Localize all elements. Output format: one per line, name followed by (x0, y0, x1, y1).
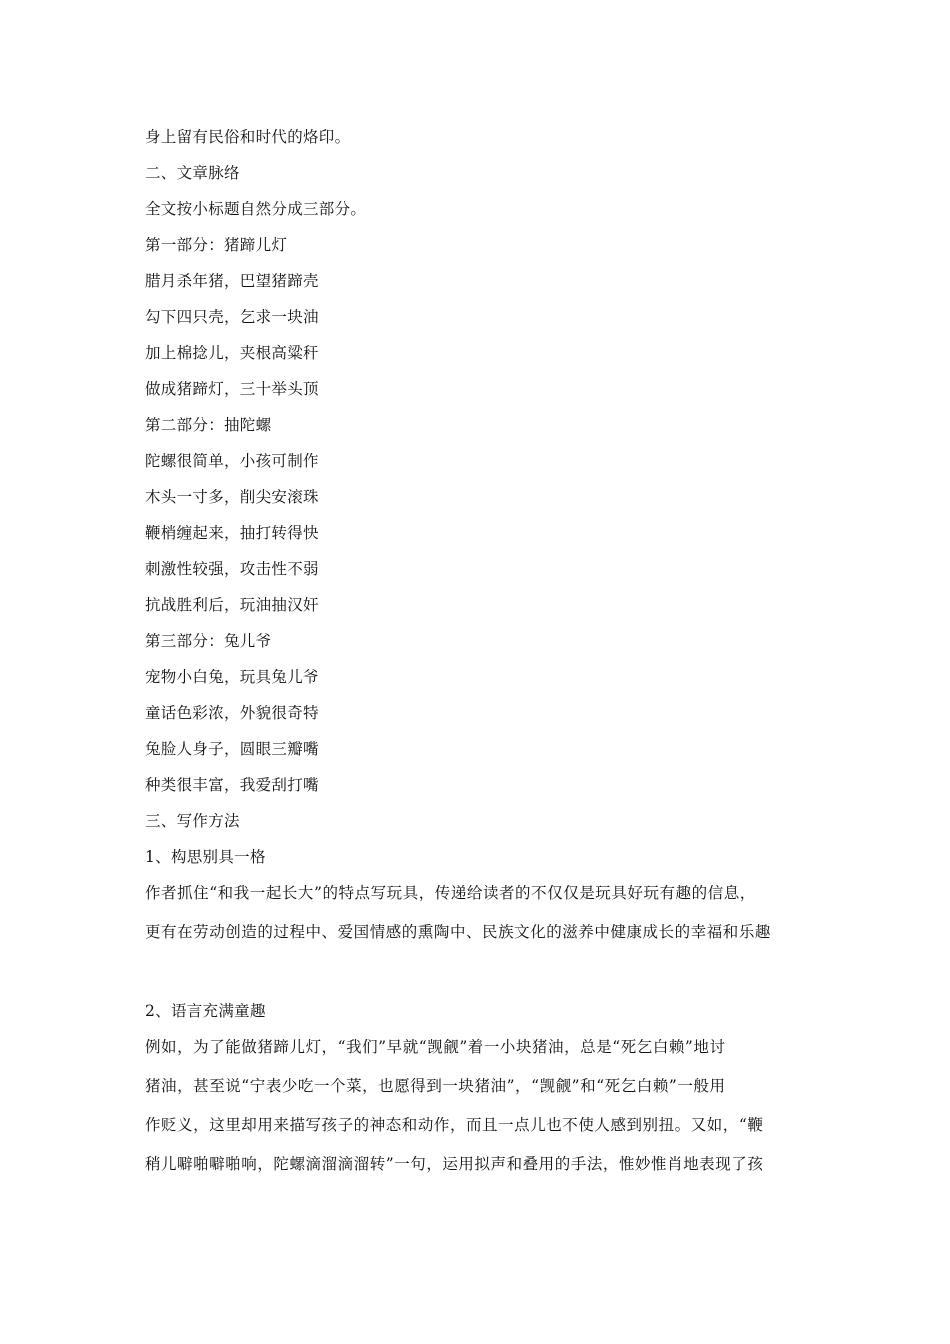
paragraph-line: 作者抓住“和我一起长大”的特点写玩具，传递给读者的不仅仅是玩具好玩有趣的信息， (145, 884, 756, 902)
verse-line: 童话色彩浓，外貌很奇特 (145, 704, 319, 722)
verse-line: 宠物小白兔，玩具兔儿爷 (145, 668, 319, 686)
subsection-heading: 2、语言充满童趣 (145, 1002, 266, 1020)
text-line: 全文按小标题自然分成三部分。 (145, 200, 367, 218)
text-line: 身上留有民俗和时代的烙印。 (145, 128, 351, 146)
verse-line: 刺激性较强，攻击性不弱 (145, 560, 319, 578)
verse-line: 腊月杀年猪，巴望猪蹄壳 (145, 272, 319, 290)
subsection-heading: 第三部分：兔儿爷 (145, 632, 272, 650)
section-heading: 三、写作方法 (145, 812, 240, 830)
verse-line: 木头一寸多，削尖安滚珠 (145, 488, 319, 506)
verse-line: 勾下四只壳，乞求一块油 (145, 308, 319, 326)
verse-line: 抗战胜利后，玩油抽汉奸 (145, 596, 319, 614)
paragraph-line: 猪油，甚至说“宁表少吃一个菜，也愿得到一块猪油”，“觊觎”和“死乞白赖”一般用 (145, 1077, 726, 1095)
verse-line: 做成猪蹄灯，三十举头顶 (145, 380, 319, 398)
subsection-heading: 第二部分：抽陀螺 (145, 416, 272, 434)
verse-line: 鞭梢缠起来，抽打转得快 (145, 524, 319, 542)
subsection-heading: 1、构思别具一格 (145, 848, 266, 866)
subsection-heading: 第一部分：猪蹄儿灯 (145, 236, 288, 254)
verse-line: 加上棉捻儿，夹根高粱秆 (145, 344, 319, 362)
verse-line: 种类很丰富，我爱刮打嘴 (145, 776, 319, 794)
verse-line: 陀螺很简单，小孩可制作 (145, 452, 319, 470)
paragraph-line: 更有在劳动创造的过程中、爱国情感的熏陶中、民族文化的滋养中健康成长的幸福和乐趣 (145, 923, 771, 941)
section-heading: 二、文章脉络 (145, 164, 240, 182)
paragraph-line: 作贬义，这里却用来描写孩子的神态和动作，而且一点儿也不使人感到别扭。又如，“鞭 (145, 1116, 764, 1134)
paragraph-line: 稍儿噼啪噼啪响，陀螺滴溜滴溜转”一句，运用拟声和叠用的手法，惟妙惟肖地表现了孩 (145, 1155, 764, 1173)
paragraph-line: 例如，为了能做猪蹄儿灯，“我们”早就“觊觎”着一小块猪油，总是“死乞白赖”地讨 (145, 1038, 726, 1056)
verse-line: 兔脸人身子，圆眼三瓣嘴 (145, 740, 319, 758)
